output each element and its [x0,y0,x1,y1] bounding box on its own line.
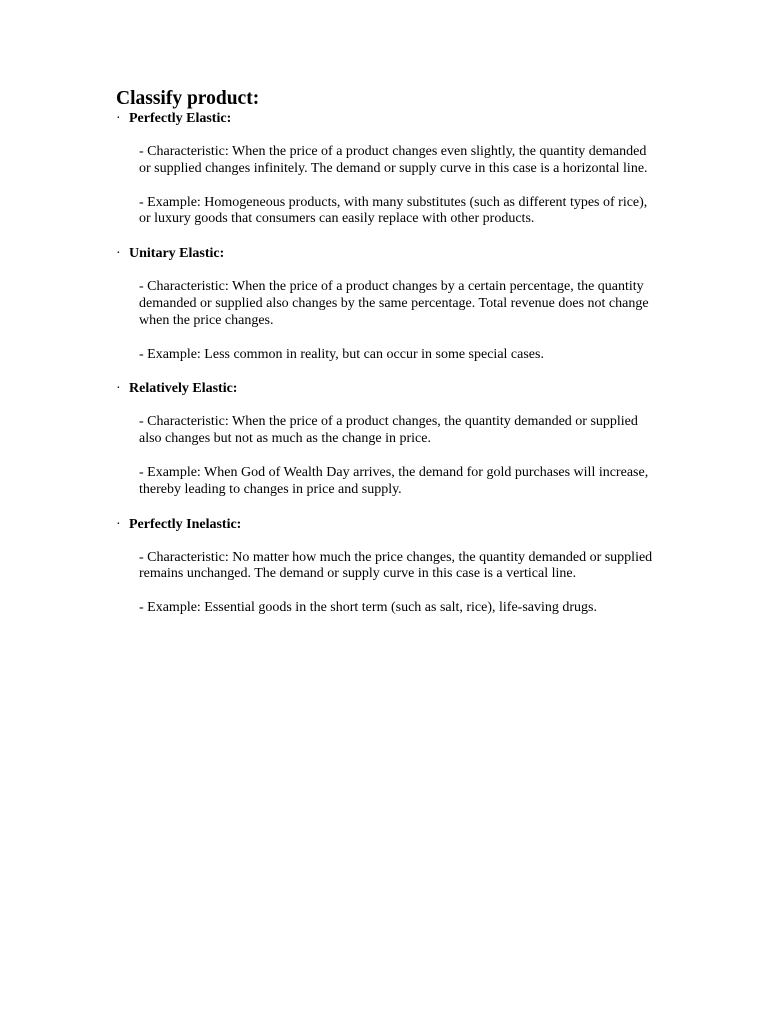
section-heading [116,516,656,533]
example-paragraph: - Example: Homogeneous products, with many substitutes (such as different types of rice), or luxury goods that consumers can easily replace with other products. [139,194,648,227]
section-label: Relatively Elastic: [129,381,238,397]
bullet-icon: · [116,246,121,262]
characteristic-paragraph: - Characteristic: When the price of a product changes even slightly, the quantity demanded or supplied changes infinitely. The demand or supply curve in this case is a horizontal line. [139,144,648,176]
example-paragraph: - Example: When God of Wealth Day arrives, the demand for gold purchases will increase, thereby leading to changes in price and supply. [139,464,649,497]
section-heading [116,110,656,127]
example-paragraph: - Example: Essential goods in the short term (such as salt, rice), life-saving drugs. [139,600,598,616]
example-paragraph: - Example: Less common in reality, but can occur in some special cases. [139,346,544,362]
characteristic-paragraph: - Characteristic: No matter how much the price changes, the quantity demanded or supplied remains unchanged. The demand or supply curve in this case is a vertical line. [139,549,653,582]
section-heading [116,380,656,397]
section-label: Perfectly Inelastic: [129,516,242,532]
section-label: Unitary Elastic: [129,246,225,262]
section-label: Perfectly Elastic: [129,111,232,126]
document-page [116,88,656,617]
section-perfectly-elastic [116,110,656,228]
section-relatively-elastic [116,380,656,498]
section-perfectly-inelastic [116,516,656,617]
bullet-icon: · [116,111,121,126]
document-title: Classify product: [116,88,260,109]
characteristic-paragraph: - Characteristic: When the price of a product changes, the quantity demanded or supplied also changes but not as much as the change in price. [139,414,638,447]
section-unitary-elastic [116,245,656,363]
bullet-icon: · [116,516,121,532]
section-heading [116,245,656,262]
bullet-icon: · [116,381,121,397]
characteristic-paragraph: - Characteristic: When the price of a product changes by a certain percentage, the quantity demanded or supplied also changes by the same percentage. Total revenue does not change when the price changes. [139,279,649,328]
